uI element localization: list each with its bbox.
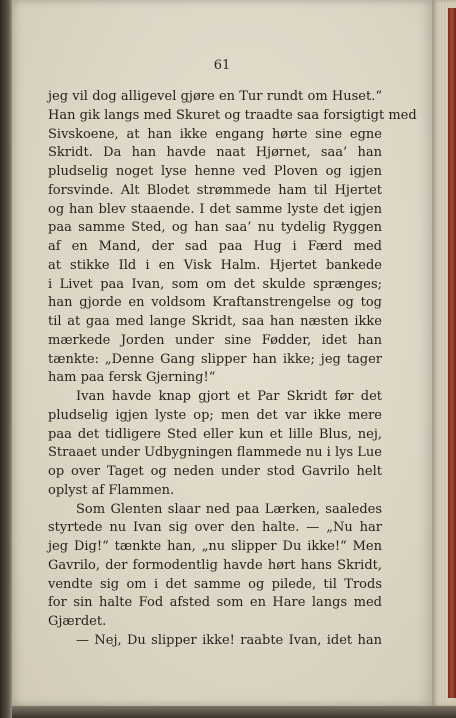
text-line: pludselig igjen lyste op; men det var ikke mere: [48, 407, 382, 423]
text-line: mærkede Jorden under sine Fødder, idet han: [48, 332, 382, 348]
text-line: Straaet under Udbygningen flammede nu i lys Lue: [48, 445, 382, 461]
text-line: ham paa fersk Gjerning!“: [48, 370, 216, 386]
text-line: pludselig noget lyse henne ved Ploven og igjen: [48, 164, 382, 179]
text-line: op over Taget og neden under stod Gavrilo helt: [48, 464, 382, 479]
text-line: til at gaa med lange Skridt, saa han næsten ikke: [48, 314, 382, 329]
text-line: i Livet paa Ivan, som om det skulde sprænges;: [48, 276, 382, 292]
text-line: oplyst af Flammen.: [48, 482, 175, 498]
text-line: paa samme Sted, og han saa’ nu tydelig Ryggen: [48, 220, 382, 236]
text-line: paa det tidligere Sted eller kun et lille Blus, nej,: [48, 426, 382, 442]
page-bottom-shadow: [12, 706, 456, 718]
text-line: forsvinde. Alt Blodet strømmede ham til Hjertet: [48, 182, 382, 198]
text-line: af en Mand, der sad paa Hug i Færd med: [48, 239, 382, 254]
text-line: han gjorde en voldsom Kraftanstrengelse og tog: [48, 295, 382, 311]
text-line: vendte sig om i det samme og pilede, til Trods: [48, 576, 382, 592]
body-text: [48, 88, 417, 651]
text-line: jeg vil dog alligevel gjøre en Tur rundt om Huset.“: [48, 89, 382, 104]
text-line: tænkte: „Denne Gang slipper han ikke; jeg tager: [48, 351, 382, 367]
book-cover-edge: [448, 8, 456, 698]
page-number: 61: [213, 58, 231, 73]
text-line: Sivskoene, at han ikke engang hørte sine egne: [48, 126, 382, 142]
text-line: — Nej, Du slipper ikke! raabte Ivan, idet han: [76, 632, 382, 648]
text-line: og han blev staaende. I det samme lyste det igjen: [48, 201, 382, 217]
text-line: Ivan havde knap gjort et Par Skridt før det: [76, 389, 382, 404]
text-line: at stikke Ild i en Visk Halm. Hjertet bankede: [48, 257, 382, 273]
text-line: styrtede nu Ivan sig over den halte. — „Nu har: [48, 520, 382, 536]
text-line: for sin halte Fod afsted som en Hare langs med: [48, 595, 382, 611]
text-line: jeg Dig!“ tænkte han, „nu slipper Du ikke!“ Men: [48, 539, 382, 554]
text-line: Han gik langs med Skuret og traadte saa forsigtigt med: [48, 107, 417, 123]
text-line: Gjærdet.: [48, 614, 107, 629]
text-line: Gavrilo, der formodentlig havde hørt hans Skridt,: [48, 557, 382, 573]
text-line: Som Glenten slaar ned paa Lærken, saaledes: [76, 501, 382, 517]
text-line: Skridt. Da han havde naat Hjørnet, saa’ han: [48, 145, 382, 161]
